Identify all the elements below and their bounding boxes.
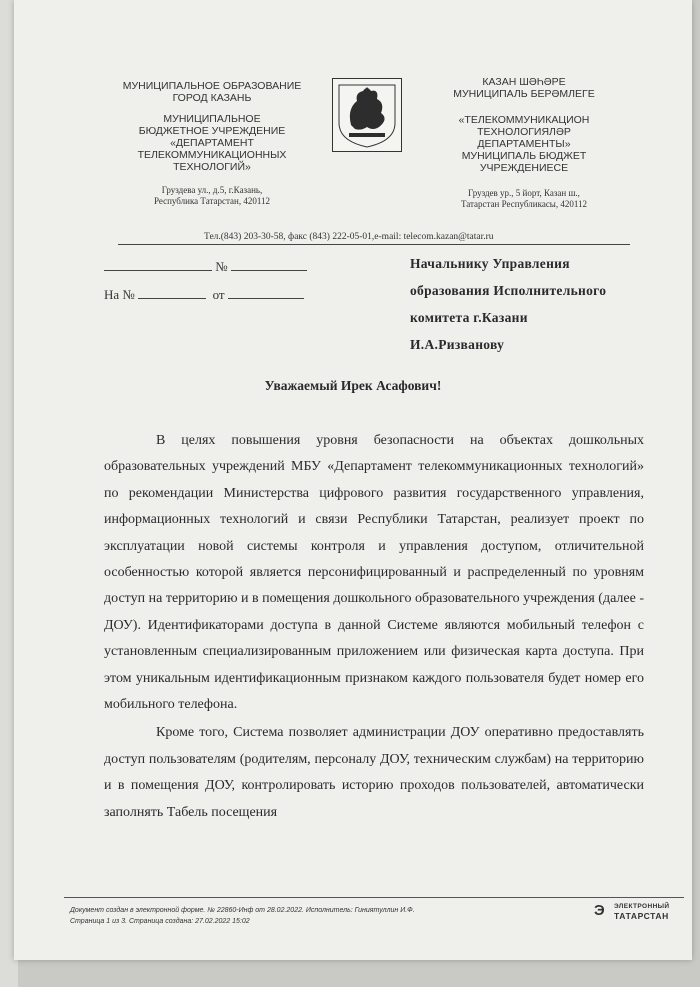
paragraph: Кроме того, Система позволяет администрации ДОУ оперативно предоставлять доступ пользователям (родителям, персоналу ДОУ, техническим службам) на территорию и в помещения ДОУ, контролировать историю проходов пользователей, автоматически заполнять Табель посещения (104, 725, 644, 820)
addressee-line: комитета г.Казани (410, 310, 528, 325)
letter-body (104, 428, 644, 826)
blank-reference-date (228, 286, 304, 299)
logo-text-bottom: ТАТАРСТАН (614, 911, 669, 921)
header-left-address: Груздева ул., д.5, г.Казань, (161, 185, 263, 195)
header-left-russian (112, 80, 312, 207)
letter-page (14, 0, 692, 960)
number-label: № (215, 259, 228, 274)
logo-mark-icon: Э (594, 902, 605, 919)
date-label: от (212, 287, 225, 302)
header-right-line: КАЗАН ШӘҺӘРЕ (482, 76, 566, 88)
header-left-line: ГОРОД КАЗАНЬ (172, 92, 252, 104)
blank-date (104, 258, 212, 271)
contact-line: Тел.(843) 203-30-58, факс (843) 222-05-01,e-mail: telecom.kazan@tatar.ru (204, 232, 494, 242)
header-left-line: МУНИЦИПАЛЬНОЕ ОБРАЗОВАНИЕ (122, 80, 302, 92)
footer-metadata (70, 905, 530, 927)
logo-text-top: ЭЛЕКТРОННЫЙ (614, 903, 670, 910)
header-left-line: МУНИЦИПАЛЬНОЕ (163, 113, 261, 125)
header-left-line: ТЕХНОЛОГИЙ» (173, 161, 251, 173)
salutation: Уважаемый Ирек Асафович! (264, 378, 442, 393)
header-left-line: БЮДЖЕТНОЕ УЧРЕЖДЕНИЕ (138, 125, 286, 137)
electronic-tatarstan-logo (594, 902, 694, 922)
header-right-line: «ТЕЛЕКОММУНИКАЦИОН (458, 114, 590, 126)
footer-divider (64, 897, 684, 898)
addressee-line: И.А.Ризванову (410, 337, 505, 352)
reference-label: На № (104, 287, 135, 302)
header-left-address: Республика Татарстан, 420112 (153, 196, 271, 206)
reference-number-field (104, 286, 304, 303)
addressee-line: образования Исполнительного (410, 283, 607, 298)
paragraph: В целях повышения уровня безопасности на объектах дошкольных образовательных учреждений МБУ «Департамент телекоммуникационных технологий» по рекомендации Министерства цифрового развития государственного управления, информационных технологий и связи Республики Татарстан, реализует проект по эксплуатации новой системы контроля и управления доступом, отличительной особенностью которой является персонифицированный и распределенный по уровням доступ на территорию и в помещения дошкольного образовательного учреждения (далее - ДОУ). Идентификаторами доступа в данной Системе являются мобильный телефон с установленным специализированным приложением или физическая карта доступа. При этом уникальным идентификационным признаком каждого пользователя будет номер его мобильного телефона. (104, 433, 644, 713)
addressee-block (410, 250, 670, 358)
footer-line: Страница 1 из 3. Страница создана: 27.02.2022 15:02 (70, 918, 250, 925)
footer-line: Документ создан в электронной форме. № 22860-Инф от 28.02.2022. Исполнитель: Гиниятуллин И.Ф. (70, 907, 415, 914)
addressee-line: Начальнику Управления (410, 256, 570, 271)
blank-reference-number (138, 286, 206, 299)
blank-number (231, 258, 307, 271)
header-right-address: Татарстан Республикасы, 420112 (460, 199, 588, 209)
header-right-line: МУНИЦИПАЛЬ БЕРӘМЛЕГЕ (453, 88, 595, 100)
header-left-line: ТЕЛЕКОММУНИКАЦИОННЫХ (137, 149, 287, 161)
header-divider (118, 244, 630, 245)
header-right-line: МУНИЦИПАЛЬ БЮДЖЕТ (461, 150, 587, 162)
header-right-line: ДЕПАРТАМЕНТЫ» (477, 138, 571, 150)
header-left-line: «ДЕПАРТАМЕНТ (170, 137, 254, 149)
outgoing-number-field (104, 258, 307, 275)
header-right-line: ТЕХНОЛОГИЯЛӘР (477, 126, 571, 138)
header-right-tatar (434, 76, 614, 210)
header-right-line: УЧРЕЖДЕНИЕСЕ (479, 162, 569, 174)
header-right-address: Груздев ур., 5 йорт, Казан ш., (468, 188, 580, 198)
kazan-coat-of-arms-icon (332, 78, 402, 152)
